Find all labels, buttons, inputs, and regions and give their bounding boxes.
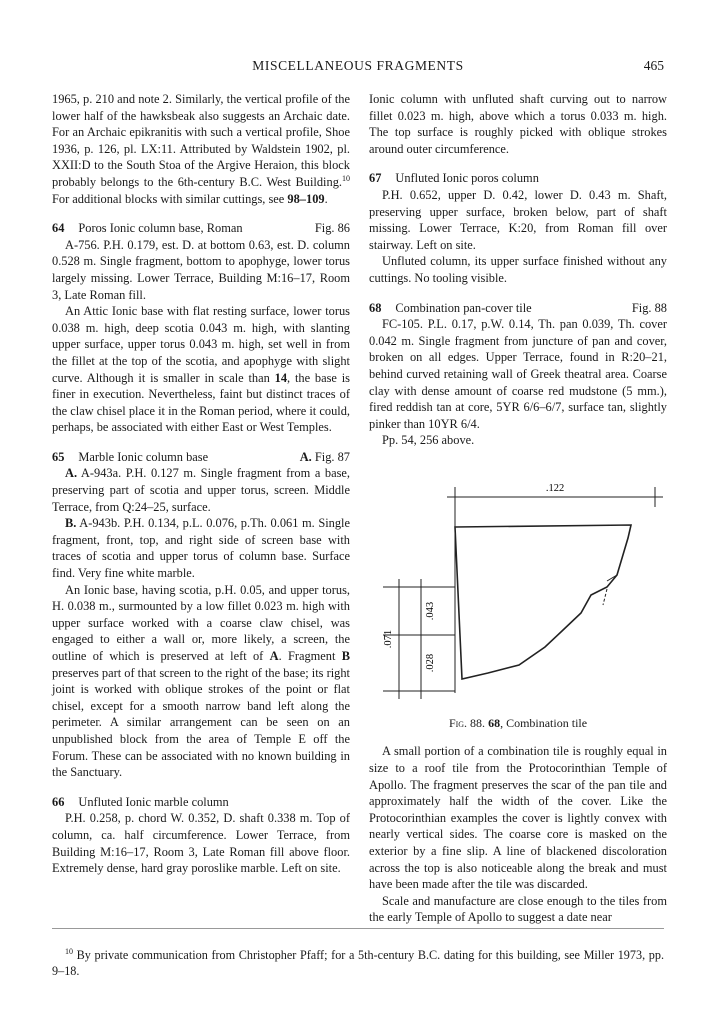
entry-67-catalog: P.H. 0.652, upper D. 0.42, lower D. 0.43 m. Shaft, preserving upper surface, broken below, part of shaft missing. Lower Terrace, K:20, from Roman fill over stairway. Left on site.	[369, 187, 667, 252]
entry-68-heading: 68 Combination pan-cover tile Fig. 88	[369, 300, 667, 315]
entry-66-catalog: P.H. 0.258, p. chord W. 0.352, D. shaft 0.338 m. Top of column, ca. half circumference. Lower Terrace, from Building M:16–17, Room 3, Late Roman fill above floor. Extremely dense, hard gray poroslike marble. Left on site.	[52, 811, 350, 876]
dimension-label-total: .071	[383, 629, 394, 649]
right-column	[369, 91, 667, 926]
running-title: MISCELLANEOUS FRAGMENTS	[252, 58, 464, 73]
figure-88-caption: Fig. 88. 68, Combination tile	[448, 715, 588, 730]
page-number: 465	[643, 58, 664, 73]
dimension-label-lower: .028	[425, 653, 436, 673]
entry-67-heading: 67 Unfluted Ionic poros column	[369, 171, 539, 186]
entry-65-catalog-a: A. A-943a. P.H. 0.127 m. Single fragment from a base, preserving part of scotia and upper torus, screen. Middle Terrace, from Q:24–25, surface.	[52, 466, 350, 514]
figure-ref: Fig. 86	[314, 221, 350, 236]
cover-scar-line	[603, 589, 607, 605]
footnote-ref[interactable]: 10	[342, 173, 350, 183]
intro-paragraph: 1965, p. 210 and note 2. Similarly, the vertical profile of the lower half of the hawksbeak also suggests an Archaic date. For an Archaic epikranitis with such a vertical profile, Shoe 1936, p. 126, pl. LX:11. Attributed by Waldstein 1902, pl. XXII:D to the South Stoa of the Argive Heraion, this block probably belongs to the 6th-century B.C. West Building.$^{10}$ For additional blocks with similar cuttings, see 98–109.	[52, 92, 350, 206]
entry-66-heading: 66 Unfluted Ionic marble column	[52, 794, 229, 809]
entry-64-heading: 64 Poros Ionic column base, Roman Fig. 86	[52, 221, 350, 236]
cross-reference: 98–109	[287, 191, 325, 206]
entry-68-description-1: A small portion of a combination tile is roughly equal in size to a roof tile from the Protocorinthian Temple of Apollo. The fragment preserves the scar of the pan tile and approximately half the width of the cover. Like the Protocorinthian examples the cover is lightly convex with nearly vertical sides. The coarse core is masked on the exterior by a fine slip. A line of blackened discoloration across the top is also noticeable along the break and must have been made after the tile was discarded.	[369, 744, 667, 892]
footnote-10: $^{10}$ By private communication from Christopher Pfaff; for a 5th-century B.C. dating for this building, see Miller 1973, pp. 9–18.	[52, 947, 664, 979]
dimension-label-upper: .043	[425, 601, 436, 621]
entry-66-continuation: Ionic column with unfluted shaft curving out to narrow fillet 0.023 m. high, above which a torus 0.033 m. high. The top surface is roughly picked with oblique strokes around outer circumference.	[369, 92, 667, 156]
figure-88	[369, 463, 667, 713]
tile-profile-drawing	[369, 463, 667, 703]
footnote-divider	[52, 928, 664, 929]
tile-outline	[455, 525, 631, 679]
entry-68-catalog: FC-105. P.L. 0.17, p.W. 0.14, Th. pan 0.039, Th. cover 0.042 m. Single fragment from juncture of pan and cover, broken on all edges. Upper Terrace, found in R:20–21, behind curved retaining wall of Greek theatral area. Coarse clay with dense amount of coarse red mudstone (5 mm.), fired reddish tan at core, 5YR 6/6–6/7, surface tan, slightly pinker than 10YR 6/4.	[369, 317, 667, 431]
entry-68-description-2: Scale and manufacture are close enough to the tiles from the early Temple of Apollo to suggest a date near	[369, 893, 667, 925]
page-header	[52, 58, 664, 80]
entry-68-pages: Pp. 54, 256 above.	[382, 433, 475, 448]
dimension-label-width: .122	[545, 482, 565, 494]
entry-64-catalog: A-756. P.H. 0.179, est. D. at bottom 0.63, est. D. column 0.528 m. Single fragment, bottom to apophyge, lower torus largely missing. Lower Terrace, Building M:16–17, Room 3, Late Roman fill.	[52, 237, 350, 302]
entry-65-catalog-b: B. A-943b. P.H. 0.134, p.L. 0.076, p.Th. 0.061 m. Single fragment, front, top, and right side of screen base with traces of scotia and upper torus of column base. Surface find. Very fine white marble.	[52, 516, 350, 581]
left-column	[52, 91, 350, 877]
figure-ref: Fig. 88	[631, 300, 667, 315]
figure-ref: A. Fig. 87	[299, 449, 350, 464]
entry-64-description: An Attic Ionic base with flat resting surface, lower torus 0.038 m. high, deep scotia 0.043 m. high, with slanting upper surface, upper torus 0.043 m. high, set well in from the fillet at the top of the scotia, and apophyge with slight curve. Although it is smaller in scale than 14, the base is finer in execution. Nevertheless, faint but distinct traces of the claw chisel place it in the Roman period, where it could, perhaps, be associated with either East or West Temples.	[52, 304, 351, 435]
entry-65-heading: 65 Marble Ionic column base A. Fig. 87	[52, 449, 350, 464]
entry-67-description: Unfluted column, its upper surface finished without any cuttings. No tooling visible.	[369, 254, 667, 285]
entry-65-description: An Ionic base, having scotia, p.H. 0.05, and upper torus, H. 0.038 m., surmounted by a low fillet 0.023 m. high with upper surface worked with a coarse claw chisel, was engaged to either a wall or, more likely, a screen, the outline of which is preserved at left of A. Fragment B preserves part of that screen to the right of the base; its right joint is worked with oblique strokes of the point or flat chisel, except for a smooth narrow band left along the perimeter. A similar arrangement can be seen on an unpublished block from the area of Temple E off the Forum. These can be associated with no known building in the Sanctuary.	[52, 582, 351, 780]
